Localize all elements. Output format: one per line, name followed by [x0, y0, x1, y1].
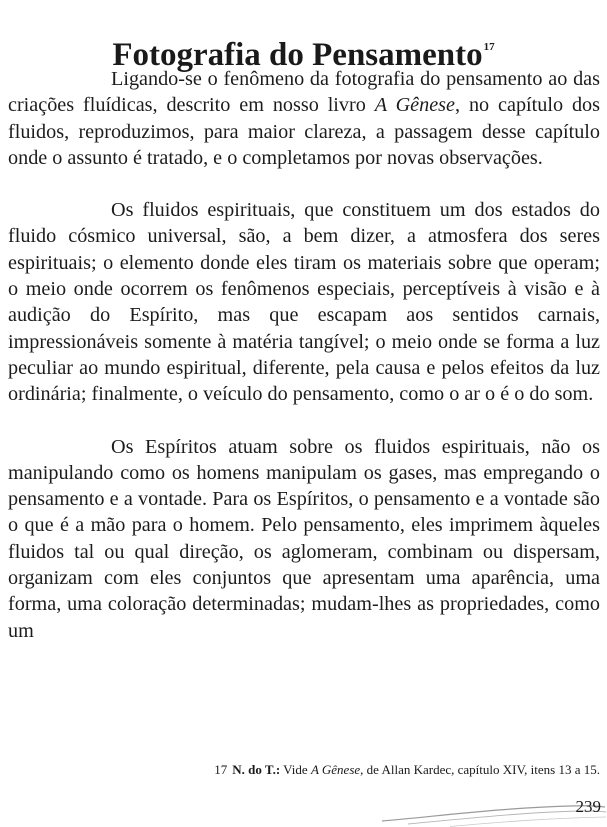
footnote-text-end: , de Allan Kardec, capítulo XIV, itens 13 a 15. — [360, 762, 600, 777]
footnote-number: 17 — [214, 762, 228, 777]
title-footnote-marker: 17 — [483, 41, 495, 54]
footnote-text-start: Vide — [280, 762, 311, 777]
body-text — [8, 66, 600, 670]
paragraph-2: Os fluidos espirituais, que constituem um dos estados do fluido cósmico universal, são, a bem dizer, a atmosfera dos seres espirituais; o elemento donde eles tiram os materiais sobre que operam; o meio onde ocorrem os fenômenos especiais, perceptíveis à visão e à audição do Espírito, mas que escapam aos sentidos carnais, impressionáveis somente à matéria tangível; o meio onde se forma a luz peculiar ao mundo espiritual, diferente, pela causa e pelos efeitos da luz ordinária; finalmente, o veículo do pensamento, como o ar o é o do som. — [8, 199, 600, 406]
page-number: 239 — [575, 797, 601, 816]
page-corner-swoosh-icon — [380, 784, 607, 827]
paragraph-3: Os Espíritos atuam sobre os fluidos espirituais, não os manipulando como os homens manipulam os gases, mas empregando o pensamento e a vontade. Para os Espíritos, o pensamento e a vontade são o que é a mão para o homem. Pelo pensamento, eles imprimem àqueles fluidos tal ou qual direção, os aglomeram, combinam ou dispersam, organizam com eles conjuntos que apresentam uma aparência, uma forma, uma coloração determinadas; mudam-lhes as propriedades, como um — [8, 435, 600, 642]
footnote — [214, 762, 600, 778]
footnote-tag: N. do T.: — [232, 762, 281, 777]
chapter-title-text: Fotografia do Pensamento — [112, 37, 483, 74]
footnote-book-title: A Gênese — [310, 762, 361, 777]
paragraph-1 — [8, 66, 600, 171]
book-title-reference: A Gênese — [374, 94, 456, 117]
paragraph-1-text-start: Ligando-se o fenômeno da fotografia do pensamento ao das criações fluídicas, descrito em nosso livro — [8, 68, 600, 117]
paragraph-1-text-end: , no capítulo dos fluidos, reproduzimos, para maior clareza, a passagem desse capítulo onde o assunto é tratado, e o completamos por novas observações. — [8, 94, 600, 169]
